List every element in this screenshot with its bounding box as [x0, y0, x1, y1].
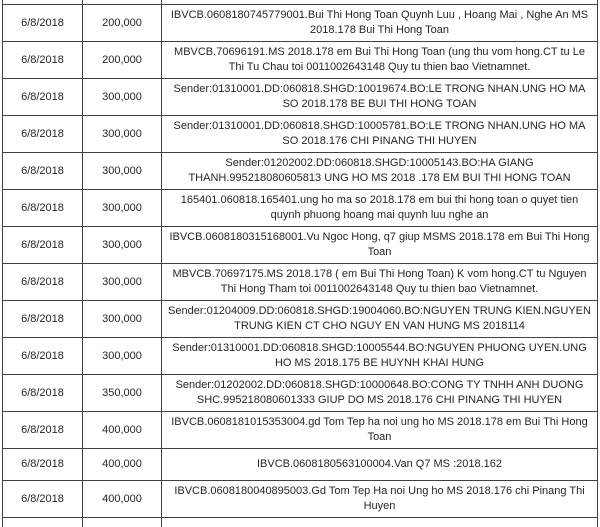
- amount-cell[interactable]: 300,000: [83, 301, 162, 337]
- amount-cell[interactable]: 200,000: [83, 42, 162, 78]
- partial-row-bottom: [3, 518, 597, 527]
- date-cell[interactable]: 6/8/2018: [3, 481, 83, 517]
- date-cell[interactable]: 6/8/2018: [3, 375, 83, 411]
- table-row: [3, 190, 597, 227]
- description-cell[interactable]: IBVCB.0608180315168001.Vu Ngoc Hong, q7 giup MSMS 2018.178 em Bui Thi Hong Toan: [169, 231, 590, 258]
- table-row: [3, 375, 597, 412]
- date-cell[interactable]: 6/8/2018: [3, 153, 83, 189]
- description-cell[interactable]: Sender:01202002.DD:060818.SHGD:10005143.BO:HA GIANG THANH.995218080605813 UNG HO MS 2018 .178 EM BUI THI HONG TOAN: [188, 157, 571, 184]
- table-row: [3, 227, 597, 264]
- transactions-table: [2, 0, 598, 527]
- date-cell[interactable]: 6/8/2018: [3, 42, 83, 78]
- date-cell-partial: [3, 0, 83, 4]
- date-cell[interactable]: 6/8/2018: [3, 264, 83, 300]
- amount-cell[interactable]: 350,000: [83, 375, 162, 411]
- amount-cell[interactable]: 300,000: [83, 153, 162, 189]
- table-row: [3, 264, 597, 301]
- description-cell[interactable]: Sender:01310001.DD:060818.SHGD:10005544.BO:NGUYEN PHUONG UYEN.UNG HO MS 2018.175 BE HUYNH KHAI HUNG: [172, 342, 587, 369]
- date-cell[interactable]: 6/8/2018: [3, 79, 83, 115]
- description-cell[interactable]: Sender:01204009.DD:060818.SHGD:19004060.BO:NGUYEN TRUNG KIEN.NGUYEN TRUNG KIEN CT CHO NGUY EN VAN HUNG MS 2018114: [168, 305, 591, 332]
- amount-cell[interactable]: 400,000: [83, 481, 162, 517]
- table-row: [3, 5, 597, 42]
- date-cell[interactable]: 6/8/2018: [3, 190, 83, 226]
- description-cell[interactable]: MBVCB.70696191.MS 2018.178 em Bui Thi Hong Toan (ung thu vom hong.CT tu Le Thi Tu Chau toi 0011002643148 Quy tu thien bao Vietnamnet.: [174, 46, 585, 73]
- amount-cell[interactable]: 300,000: [83, 227, 162, 263]
- table-row: [3, 301, 597, 338]
- date-cell[interactable]: 6/8/2018: [3, 116, 83, 152]
- amount-cell[interactable]: 300,000: [83, 338, 162, 374]
- description-cell-partial: [162, 0, 597, 4]
- description-cell[interactable]: IBVCB.0608180563100004.Van Q7 MS :2018.162: [256, 458, 503, 470]
- date-cell-partial: [3, 518, 83, 527]
- amount-cell[interactable]: 300,000: [83, 264, 162, 300]
- date-cell[interactable]: 6/8/2018: [3, 412, 83, 448]
- amount-cell[interactable]: 300,000: [83, 116, 162, 152]
- table-body: [3, 5, 597, 518]
- amount-cell[interactable]: 300,000: [83, 79, 162, 115]
- amount-cell[interactable]: 200,000: [83, 5, 162, 41]
- table-row: [3, 338, 597, 375]
- amount-cell[interactable]: 300,000: [83, 190, 162, 226]
- table-row: [3, 153, 597, 190]
- amount-cell[interactable]: 400,000: [83, 449, 162, 480]
- table-row: [3, 481, 597, 518]
- description-cell[interactable]: IBVCB.0608180745779001.Bui Thi Hong Toan Quynh Luu , Hoang Mai , Nghe An MS 2018.178 Bui Thi Hong Toan: [170, 9, 589, 36]
- description-cell[interactable]: Sender:01202002.DD:060818.SHGD:10000648.BO:CONG TY TNHH ANH DUONG SHC.995218080601333 GIUP DO MS 2018.176 CHI PINANG THI HUYEN: [175, 379, 584, 406]
- date-cell[interactable]: 6/8/2018: [3, 227, 83, 263]
- table-row: [3, 79, 597, 116]
- description-cell[interactable]: Sender:01310001.DD:060818.SHGD:10005781.BO:LE TRONG NHAN.UNG HO MA SO 2018.176 CHI PINANG THI HUYEN: [173, 120, 586, 147]
- amount-cell-partial: [83, 518, 162, 527]
- table-row: [3, 449, 597, 481]
- date-cell[interactable]: 6/8/2018: [3, 5, 83, 41]
- date-cell[interactable]: 6/8/2018: [3, 338, 83, 374]
- table-row: [3, 116, 597, 153]
- description-cell[interactable]: IBVCB.0608181015353004.gd Tom Tep ha noi ung ho MS 2018.178 em Bui Thi Hong Toan: [171, 416, 588, 443]
- amount-cell[interactable]: 400,000: [83, 412, 162, 448]
- description-cell[interactable]: 165401.060818.165401.ung ho ma so 2018.178 em bui thi hong toan o quyet tien quynh phuong hoang mai quynh luu nghe an: [180, 194, 579, 221]
- description-cell-partial: [162, 518, 597, 527]
- table-row: [3, 42, 597, 79]
- description-cell[interactable]: Sender:01310001.DD:060818.SHGD:10019674.BO:LE TRONG NHAN.UNG HO MA SO 2018.178 BE BUI THI HONG TOAN: [173, 83, 586, 110]
- table-row: [3, 412, 597, 449]
- description-cell[interactable]: MBVCB.70697175.MS 2018.178 ( em Bui Thi Hong Toan) K vom hong.CT tu Nguyen Thi Hong Tham toi 0011002643148 Quy tu thien bao Vietnamnet.: [172, 268, 587, 295]
- amount-cell-partial: [83, 0, 162, 4]
- date-cell[interactable]: 6/8/2018: [3, 449, 83, 480]
- description-cell[interactable]: IBVCB.0608180040895003.Gd Tom Tep Ha noi Ung ho MS 2018.176 chi Pinang Thi Huyen: [174, 485, 585, 512]
- date-cell[interactable]: 6/8/2018: [3, 301, 83, 337]
